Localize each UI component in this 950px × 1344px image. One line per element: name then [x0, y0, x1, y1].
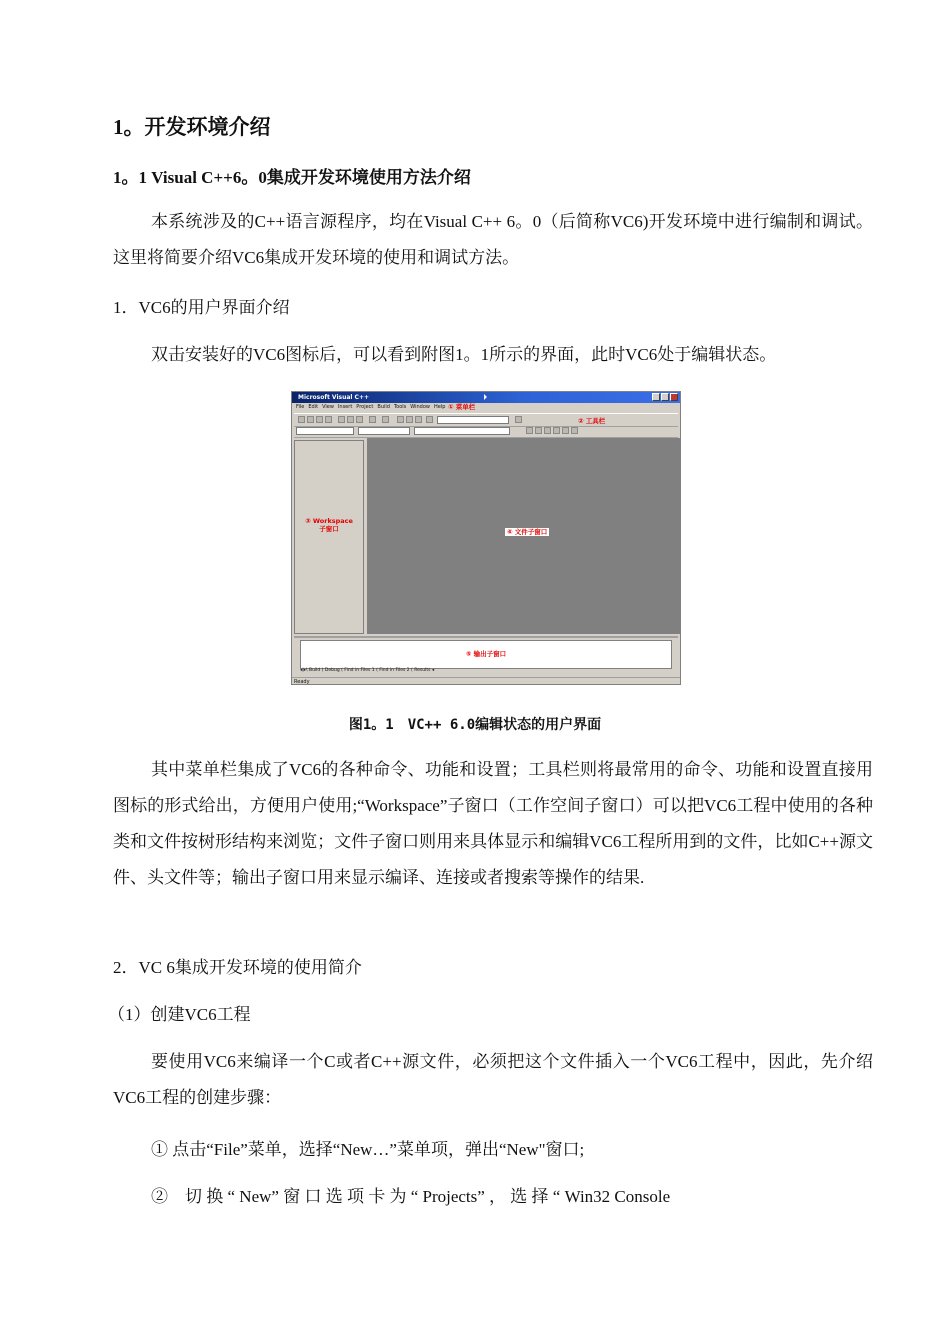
- maximize-icon: [661, 393, 669, 401]
- menu-insert: Insert: [337, 404, 353, 410]
- workspace-annotation: [295, 517, 363, 533]
- cut-icon: [338, 416, 345, 423]
- paste-icon: [356, 416, 363, 423]
- menu-build: Build: [377, 404, 390, 410]
- section1-body: 双击安装好的VC6图标后，可以看到附图1。1所示的界面，此时VC6处于编辑状态。: [151, 345, 777, 364]
- build-compile-icon: [526, 427, 533, 434]
- window-list-icon: [415, 416, 422, 423]
- menu-tools: Tools: [393, 404, 407, 410]
- file-editor-pane: [367, 438, 680, 634]
- close-icon: [670, 393, 678, 401]
- go-icon: [562, 427, 569, 434]
- subsection1-body: 要使用VC6来编译一个C或者C++源文件，必须把这个文件插入一个VC6工程中，因此，先介绍VC6工程的创建步骤：: [113, 1052, 873, 1107]
- redo-icon: [382, 416, 389, 423]
- copy-icon: [347, 416, 354, 423]
- output-pane: [294, 636, 678, 678]
- output-icon: [406, 416, 413, 423]
- find-combo: [437, 416, 509, 424]
- mouse-cursor-icon: [484, 394, 487, 400]
- workspace-annotation-line1: ③ Workspace: [305, 517, 353, 525]
- class-combo: [296, 427, 354, 435]
- output-tabs: ◂|▸\ Build ( Debug ( Find in Files 1 ( Find in Files 2 ( Results ◂: [300, 668, 435, 673]
- stop-build-icon: [544, 427, 551, 434]
- menu-window: Window: [410, 404, 430, 410]
- figure-caption: 图1。1 VC++ 6.0编辑状态的用户界面: [348, 717, 602, 733]
- find-in-files-icon: [426, 416, 433, 423]
- workspace-pane: [294, 440, 364, 634]
- heading-level-2: 1。1 Visual C++6。0集成开发环境使用方法介绍: [113, 168, 471, 187]
- step-1: ① 点击“File”菜单，选择“New…”菜单项，弹出“New"窗口;: [151, 1140, 585, 1159]
- members-combo: [414, 427, 510, 435]
- heading-level-1: 1。开发环境介绍: [113, 115, 271, 139]
- menu-view: View: [322, 404, 334, 410]
- menu-help: Help: [434, 404, 446, 410]
- breakpoint-icon: [571, 427, 578, 434]
- section1-title: 1．VC6的用户界面介绍: [113, 298, 290, 317]
- menu-bar: [292, 403, 680, 412]
- execute-icon: [553, 427, 560, 434]
- new-file-icon: [298, 416, 305, 423]
- menu-project: Project: [356, 404, 374, 410]
- workspace-annotation-line2: 子窗口: [319, 525, 339, 533]
- vc6-screenshot-figure: [291, 391, 681, 685]
- menubar-annotation: ① 菜单栏: [448, 403, 476, 411]
- menu-edit: Edit: [308, 404, 319, 410]
- section2-title: 2．VC 6集成开发环境的使用简介: [113, 958, 362, 977]
- wizardbar-toolbar: [294, 426, 678, 438]
- window-title: Microsoft Visual C++: [298, 394, 370, 401]
- output-text-area: [300, 640, 672, 669]
- status-bar: Ready: [292, 677, 681, 685]
- build-icon: [535, 427, 542, 434]
- menu-file: File: [296, 404, 305, 410]
- step-2: ② 切 换 “ New” 窗 口 选 项 卡 为 “ Projects” ， 选 择 “ Win32 Console: [151, 1187, 671, 1206]
- standard-toolbar: [294, 413, 678, 427]
- minimize-icon: [652, 393, 660, 401]
- open-icon: [307, 416, 314, 423]
- save-all-icon: [325, 416, 332, 423]
- save-icon: [316, 416, 323, 423]
- intro-paragraph: 本系统涉及的C++语言源程序，均在Visual C++ 6。0（后简称VC6)开发环境中进行编制和调试。这里将简要介绍VC6集成开发环境的使用和调试方法。: [113, 212, 873, 267]
- find-icon: [515, 416, 522, 423]
- filewin-annotation: ④ 文件子窗口: [507, 528, 548, 536]
- filter-combo: [358, 427, 410, 435]
- workspace-icon: [397, 416, 404, 423]
- subsection1-title: （1）创建VC6工程: [108, 1005, 251, 1024]
- toolbar-annotation: ② 工具栏: [578, 417, 606, 425]
- undo-icon: [369, 416, 376, 423]
- output-annotation: ⑤ 输出子窗口: [465, 650, 507, 658]
- figure-description-paragraph: 其中菜单栏集成了VC6的各种命令、功能和设置；工具栏则将最常用的命令、功能和设置直接用图标的形式给出，方便用户使用;“Workspace”子窗口（工作空间子窗口）可以把VC6工程中使用的各种类和文件按树形结构来浏览；文件子窗口则用来具体显示和编辑VC6工程所用到的文件，比如C++源文件、头文件等；输出子窗口用来显示编译、连接或者搜索等操作的结果.: [113, 760, 873, 887]
